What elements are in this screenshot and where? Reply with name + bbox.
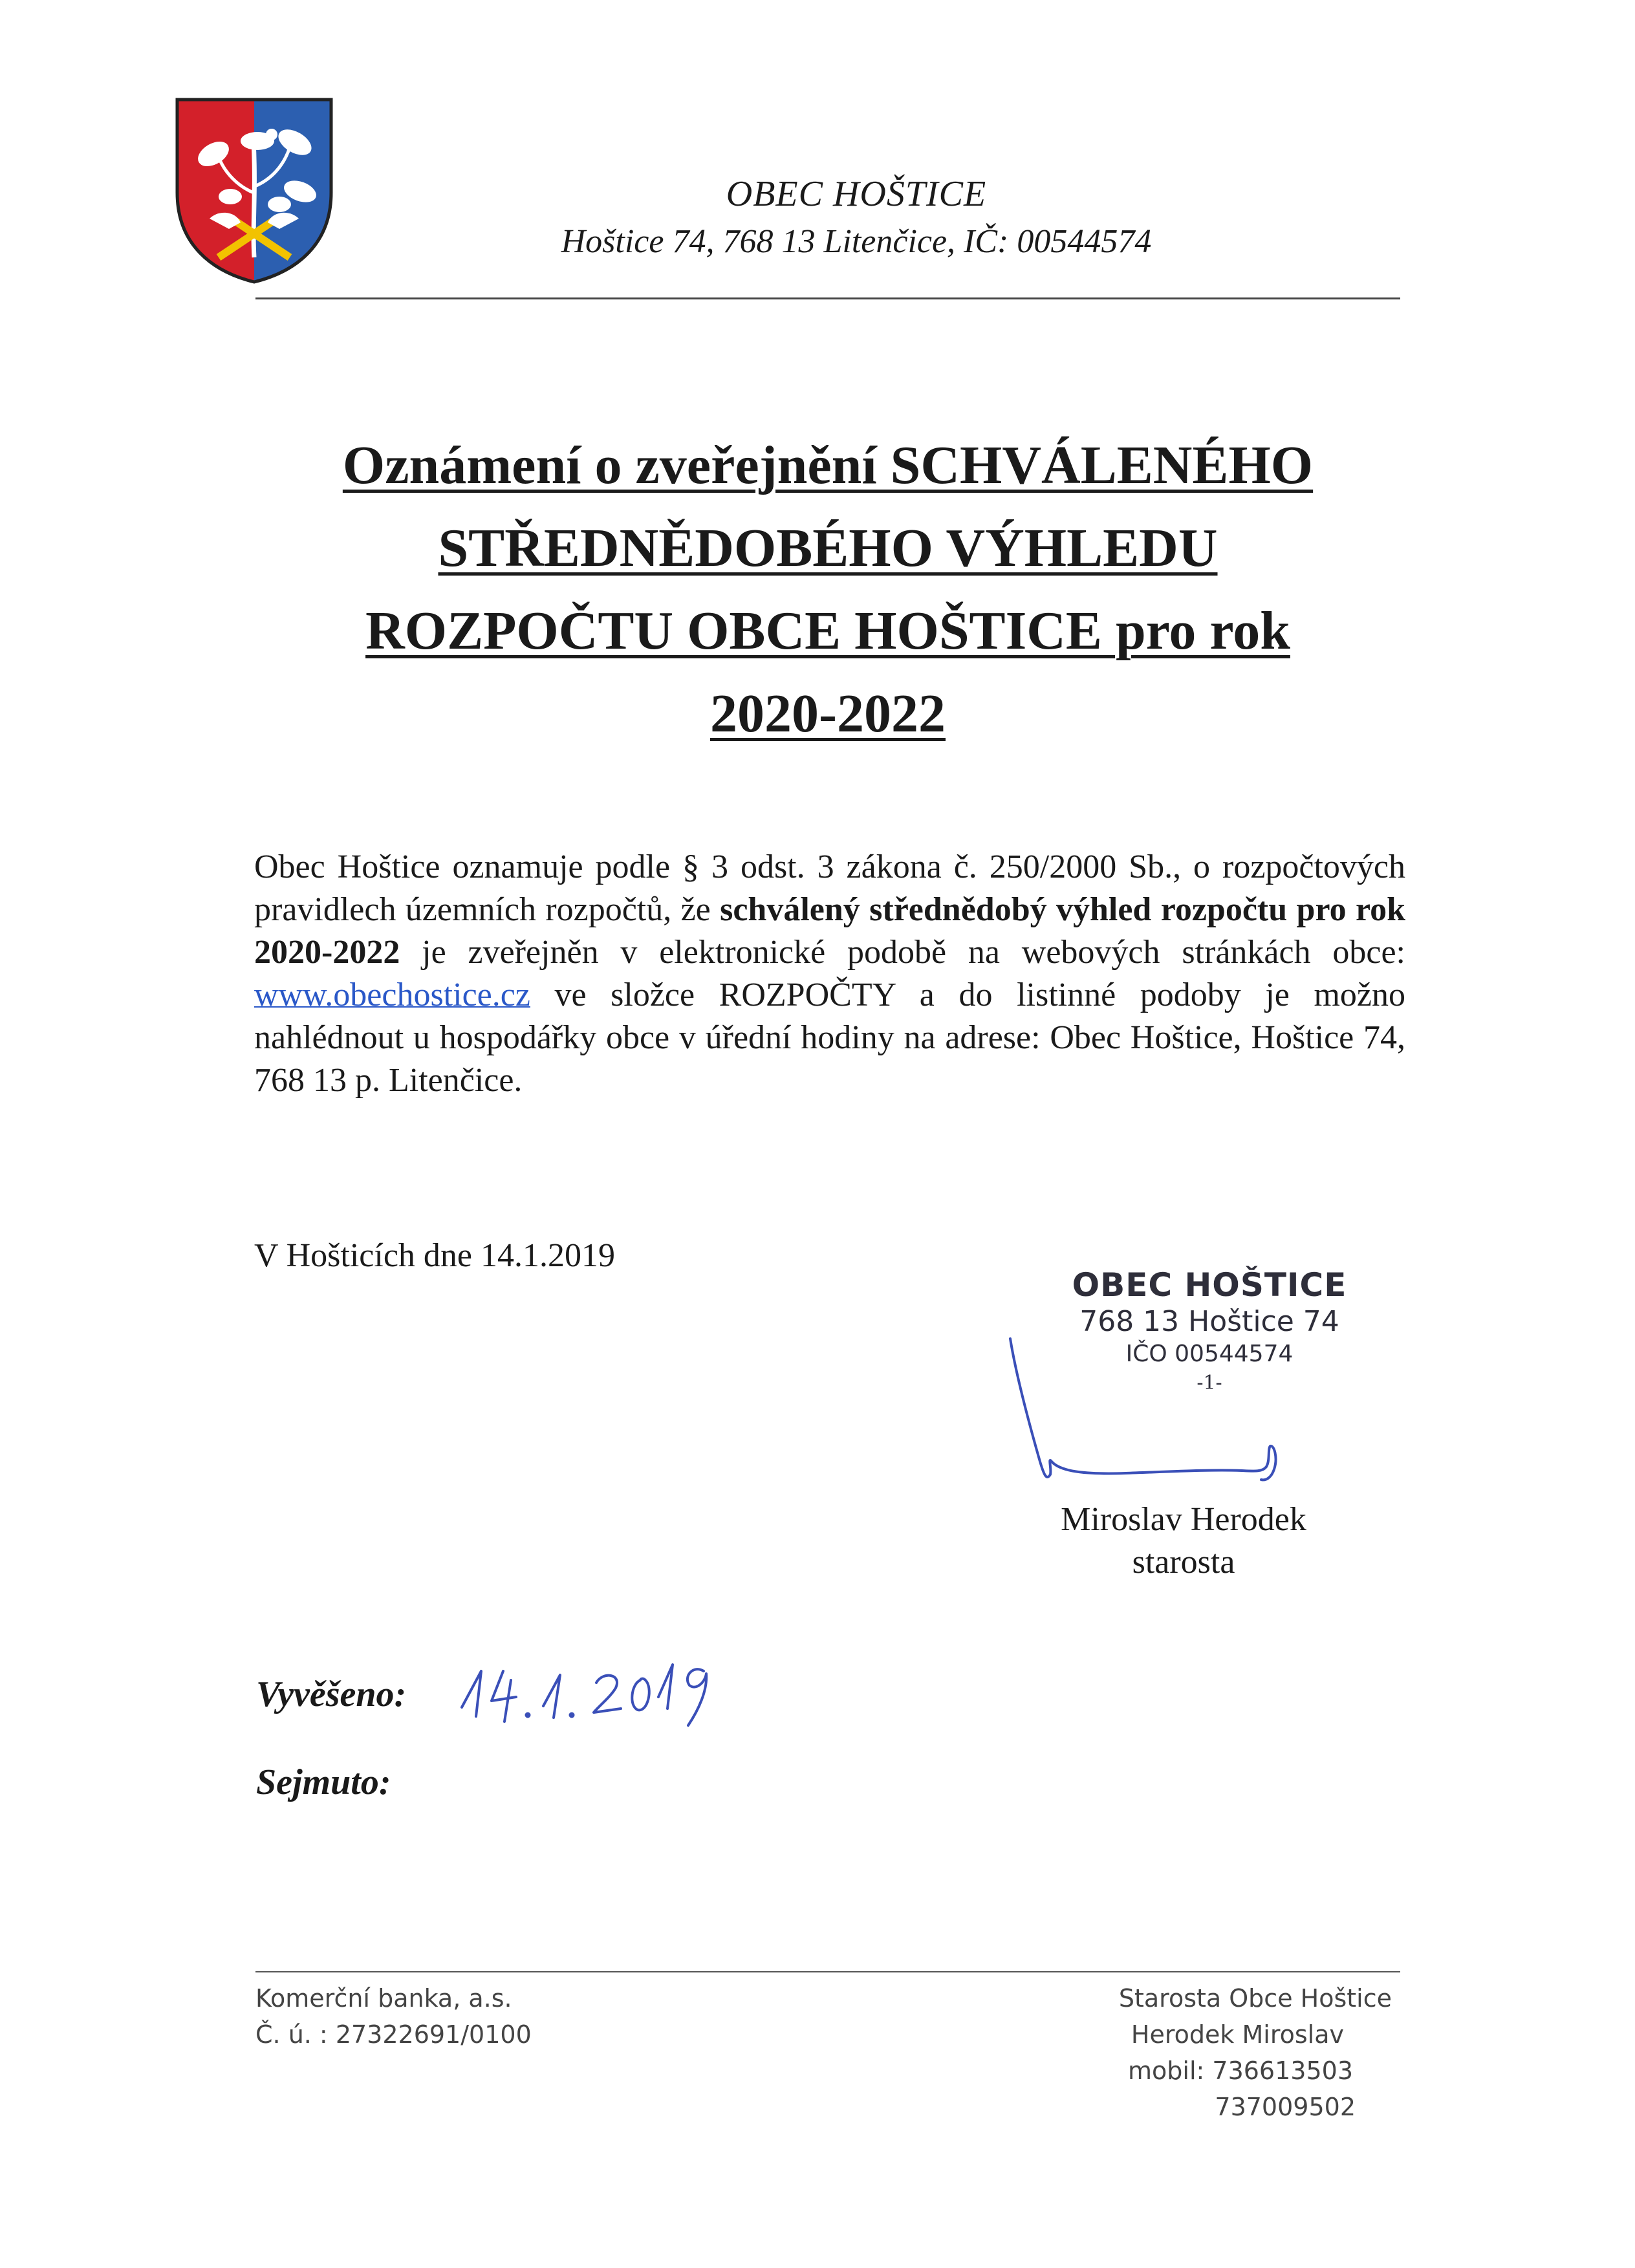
footer-mobile: mobil: 736613503: [1128, 2057, 1353, 2085]
stamp-line-2: 768 13 Hoštice 74: [1079, 1305, 1339, 1338]
body-text-part-3: ve složce ROZPOČTY a do listinné podoby je možno nahlédnout u hospodářky obce v úřední hodiny na adrese: Obec Hoštice, Hoštice 74, 768 13 p. Litenčice.: [254, 977, 1405, 1099]
footer-contact-name: Herodek Miroslav: [1131, 2020, 1344, 2049]
posted-label: Vyvěšeno:: [256, 1674, 407, 1714]
posted-date-handwritten: [453, 1645, 724, 1729]
title-line-3: ROZPOČTU OBCE HOŠTICE pro rok: [365, 601, 1290, 661]
body-paragraph: [254, 846, 1405, 1102]
title-line-1: Oznámení o zveřejnění SCHVÁLENÉHO: [342, 435, 1314, 495]
footer-bank-info: [255, 1980, 532, 2053]
date-line: V Hošticích dne 14.1.2019: [254, 1237, 615, 1274]
footer-account-number: Č. ú. : 27322691/0100: [255, 2020, 532, 2049]
footer-contact-title: Starosta Obce Hoštice: [1118, 1984, 1392, 2013]
removed-label: Sejmuto:: [256, 1762, 391, 1802]
footer-divider: [255, 1971, 1400, 1972]
body-bold-text: schválený střednědobý výhled rozpočtu pro rok 2020-2022: [254, 891, 1405, 971]
org-name: OBEC HOŠTICE: [726, 174, 987, 214]
footer-mobile-2: 737009502: [1215, 2093, 1356, 2121]
stamp-line-4: -1-: [1196, 1372, 1222, 1394]
header-divider: [255, 297, 1400, 299]
stamp-line-3: IČO 00544574: [1125, 1341, 1294, 1367]
stamp-line-1: OBEC HOŠTICE: [1072, 1266, 1347, 1304]
title-line-4: 2020-2022: [710, 684, 946, 744]
document-title: [194, 424, 1462, 755]
website-link[interactable]: www.obechostice.cz: [254, 977, 530, 1013]
signer-role: starosta: [1132, 1544, 1235, 1581]
footer-bank-name: Komerční banka, a.s.: [255, 1984, 512, 2013]
org-address: Hoštice 74, 768 13 Litenčice, IČ: 00544574: [561, 223, 1152, 260]
footer-contact-info: [1087, 1980, 1410, 2125]
signer-name: Miroslav Herodek: [1061, 1501, 1306, 1538]
title-line-2: STŘEDNĚDOBÉHO VÝHLEDU: [438, 518, 1218, 578]
signature-icon: [996, 1319, 1332, 1500]
body-text-part-2: je zveřejněn v elektronické podobě na webových stránkách obce:: [400, 934, 1405, 971]
body-text-part-1: Obec Hoštice oznamuje podle § 3 odst. 3 zákona č. 250/2000 Sb., o rozpočtových pravidlech územních rozpočtů, že: [254, 848, 1405, 928]
